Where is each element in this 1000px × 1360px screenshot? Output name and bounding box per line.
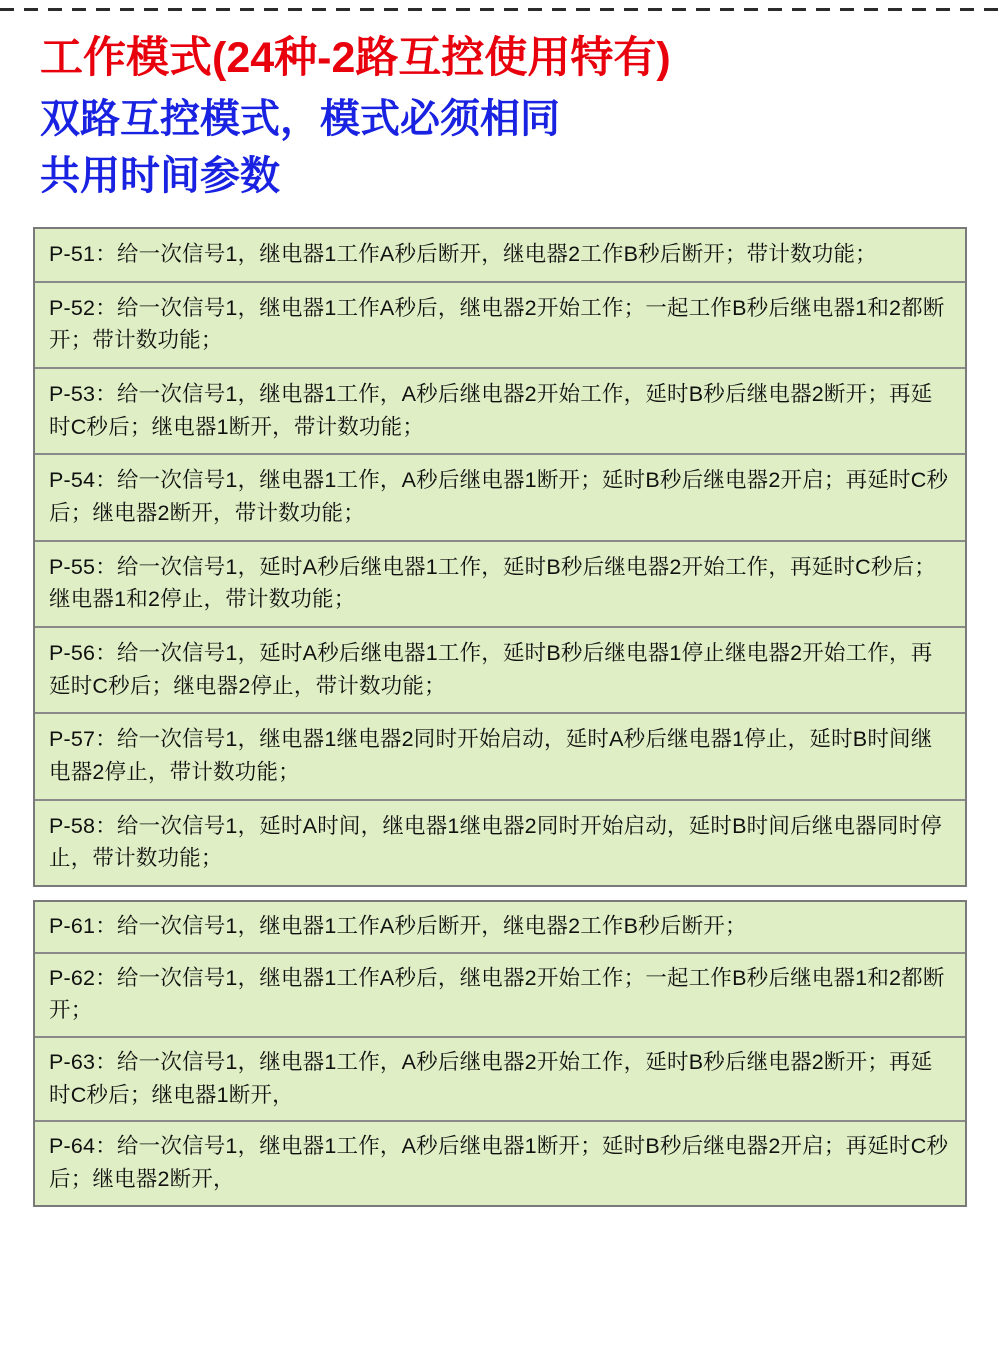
table-row: P-63：给一次信号1，继电器1工作，A秒后继电器2开始工作，延时B秒后继电器2断开；再延时C秒后；继电器1断开，	[35, 1038, 965, 1122]
table-row: P-57：给一次信号1，继电器1继电器2同时开始启动，延时A秒后继电器1停止，延时B时间继电器2停止，带计数功能；	[35, 714, 965, 800]
mode-table-p51-p58	[33, 227, 967, 887]
page-subtitle	[40, 91, 1000, 205]
page-title: 工作模式(24种-2路互控使用特有)	[40, 34, 671, 82]
table-row: P-51：给一次信号1，继电器1工作A秒后断开，继电器2工作B秒后断开；带计数功能；	[35, 229, 965, 283]
table-row: P-61：给一次信号1，继电器1工作A秒后断开，继电器2工作B秒后断开；	[35, 902, 965, 954]
table-row: P-53：给一次信号1，继电器1工作，A秒后继电器2开始工作，延时B秒后继电器2断开；再延时C秒后；继电器1断开，带计数功能；	[35, 369, 965, 455]
mode-tables-container	[33, 227, 967, 1207]
table-row: P-58：给一次信号1，延时A时间，继电器1继电器2同时开始启动，延时B时间后继电器同时停止，带计数功能；	[49, 813, 942, 871]
table-row: P-62：给一次信号1，继电器1工作A秒后，继电器2开始工作；一起工作B秒后继电器1和2都断开；	[35, 954, 965, 1038]
mode-table-p61-p64	[33, 900, 967, 1207]
table-row: P-54：给一次信号1，继电器1工作，A秒后继电器1断开；延时B秒后继电器2开启；再延时C秒后；继电器2断开，带计数功能；	[35, 455, 965, 541]
table-row: P-52：给一次信号1，继电器1工作A秒后，继电器2开始工作；一起工作B秒后继电器1和2都断开；带计数功能；	[35, 283, 965, 369]
page-subtitle-line-2: 共用时间参数	[40, 154, 280, 199]
page-subtitle-line-1: 双路互控模式，模式必须相同	[40, 97, 560, 142]
table-row: P-56：给一次信号1，延时A秒后继电器1工作，延时B秒后继电器1停止继电器2开始工作，再延时C秒后；继电器2停止，带计数功能；	[35, 628, 965, 714]
table-row: P-64：给一次信号1，继电器1工作，A秒后继电器1断开；延时B秒后继电器2开启；再延时C秒后；继电器2断开，	[49, 1134, 949, 1192]
document-headings	[0, 0, 1000, 205]
dashed-divider-top	[0, 8, 1000, 11]
table-row: P-55：给一次信号1，延时A秒后继电器1工作，延时B秒后继电器2开始工作，再延时C秒后；继电器1和2停止，带计数功能；	[35, 542, 965, 628]
